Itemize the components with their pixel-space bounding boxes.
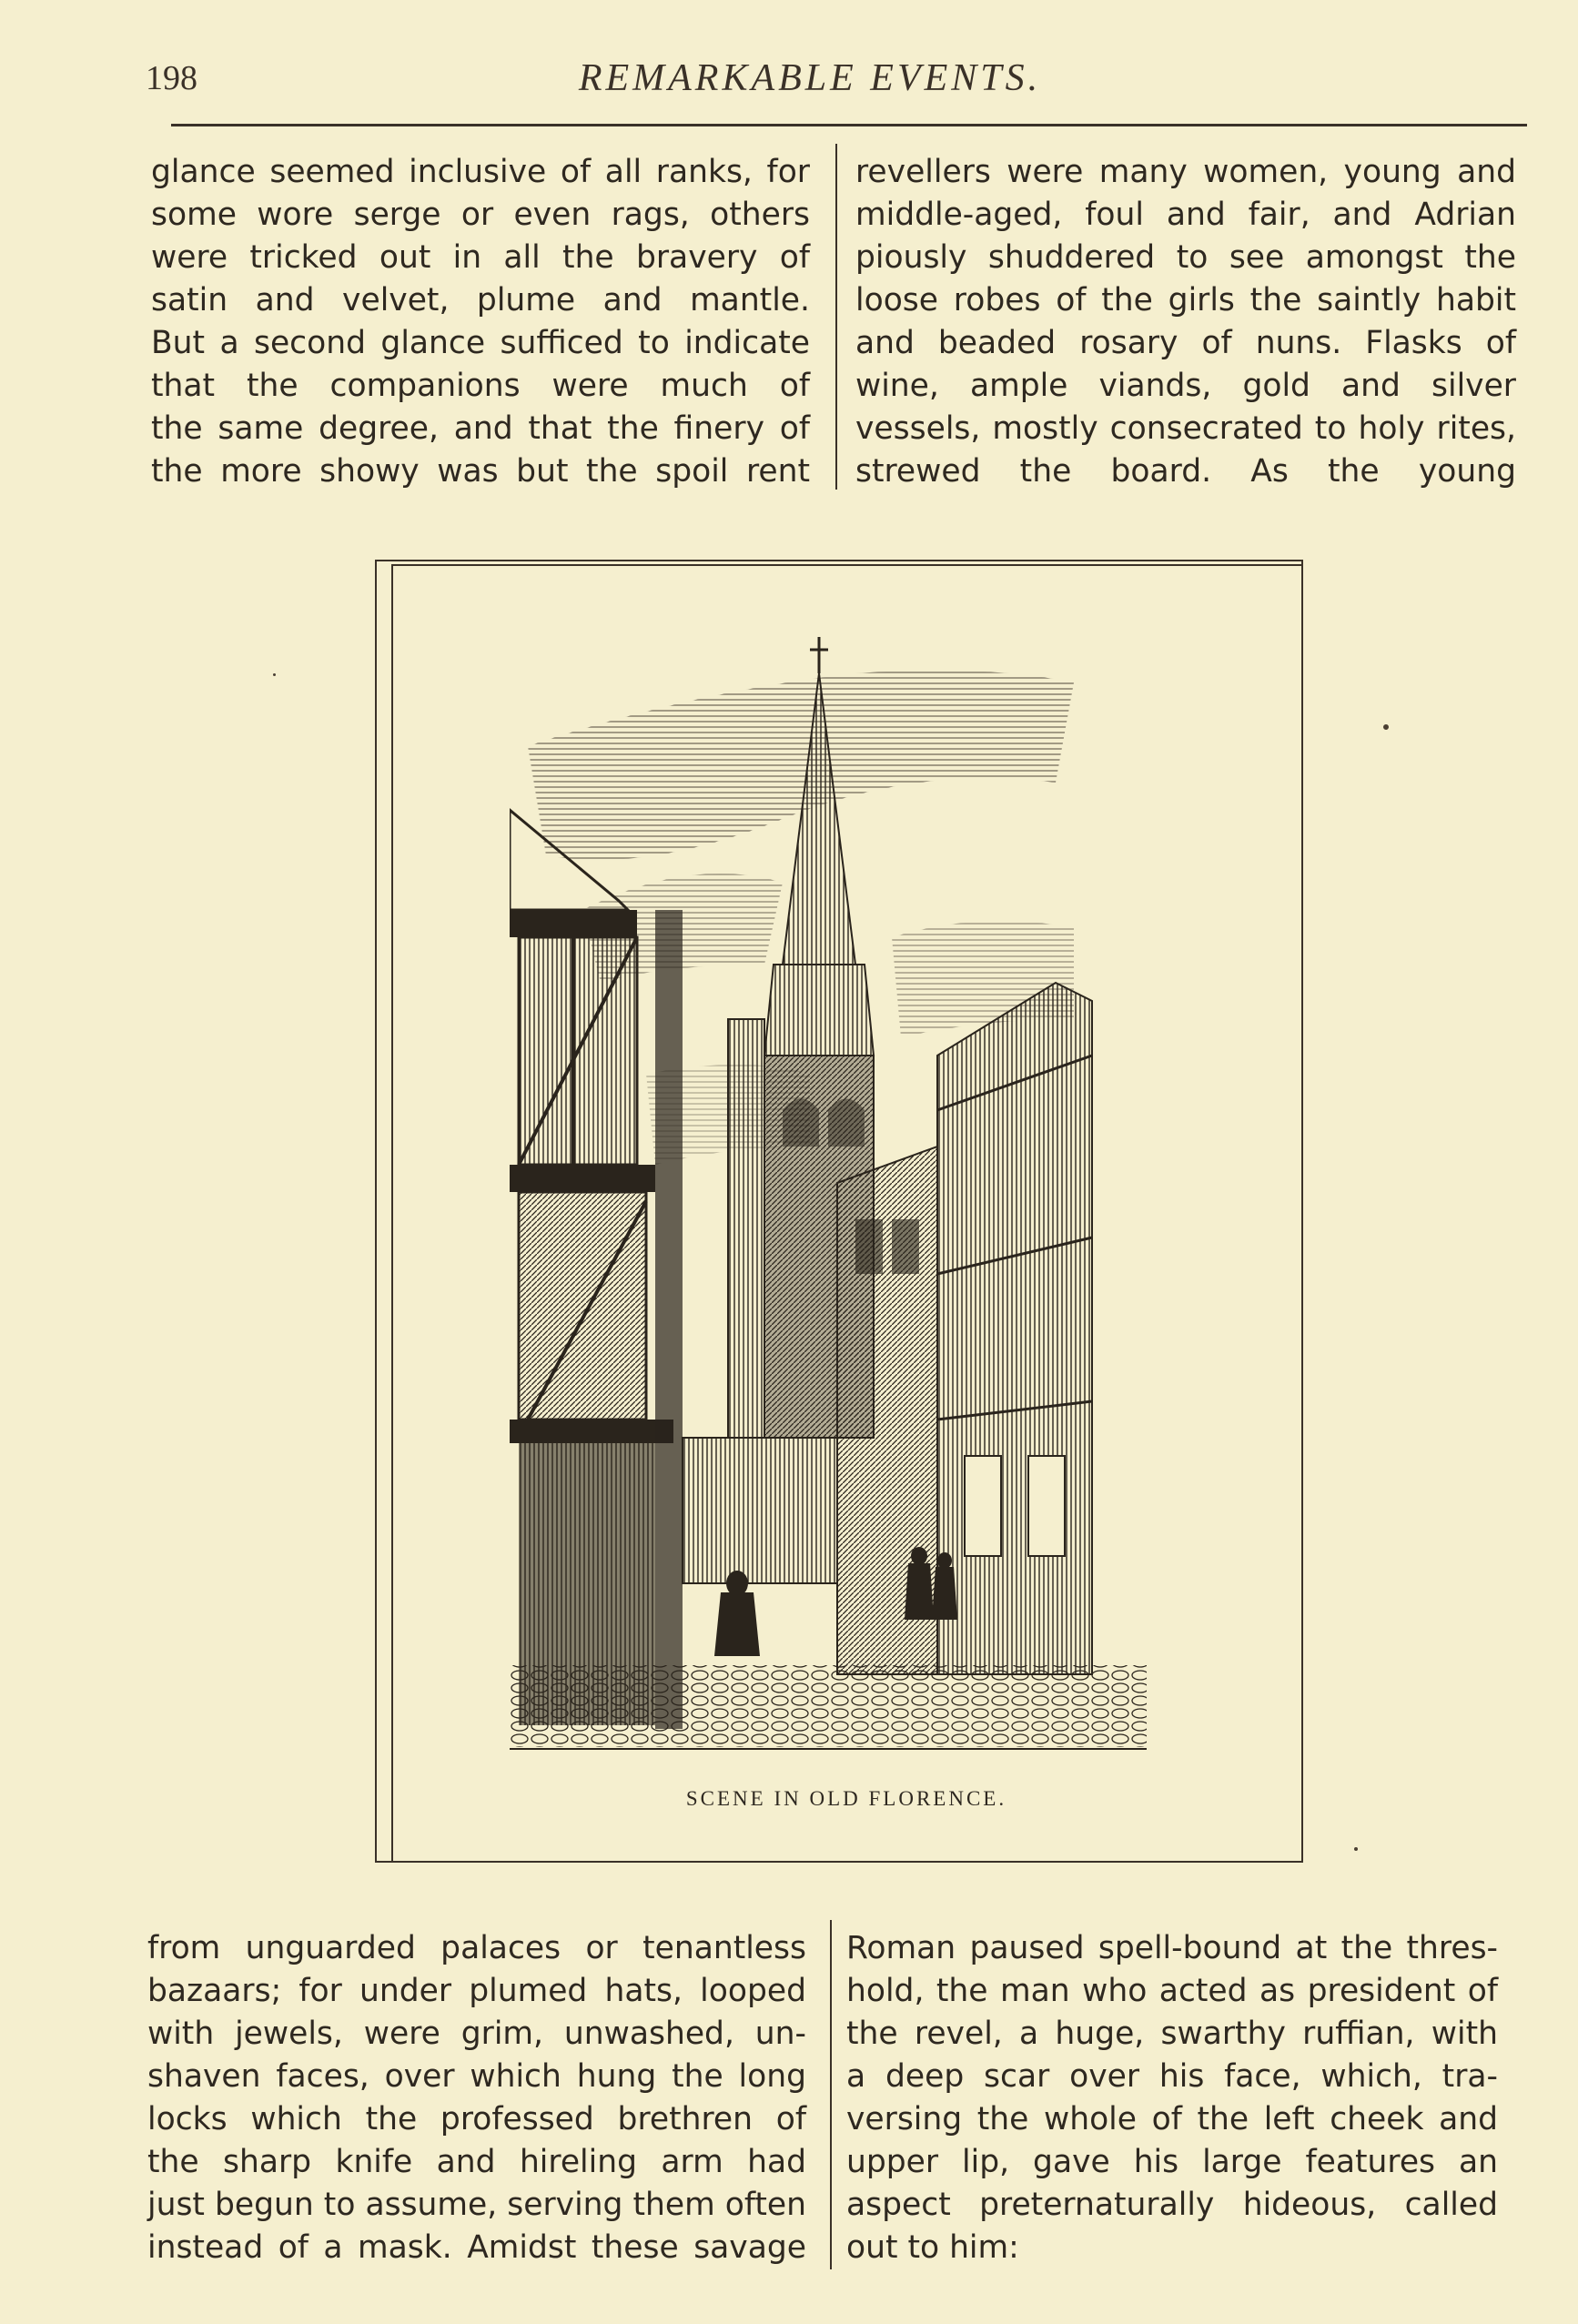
text-line: the revel, a huge, swarthy ruffian, with bbox=[846, 2016, 1498, 2052]
running-title: REMARKABLE EVENTS. bbox=[578, 57, 1042, 99]
text-line: loose robes of the girls the saintly habit bbox=[855, 282, 1516, 318]
paper-speck bbox=[1354, 1847, 1358, 1851]
text-line: instead of a mask. Amidst these savage bbox=[147, 2229, 806, 2266]
text-line: versing the whole of the left cheek and bbox=[846, 2101, 1498, 2137]
text-line: piously shuddered to see amongst the bbox=[855, 239, 1516, 276]
column-divider-top bbox=[835, 144, 837, 490]
text-line: revellers were many women, young and bbox=[855, 154, 1516, 190]
text-line: out to him: bbox=[846, 2229, 1019, 2266]
text-line: the more showy was but the spoil rent bbox=[151, 453, 810, 490]
page-number: 198 bbox=[146, 59, 197, 97]
paper-speck bbox=[273, 673, 276, 676]
column-divider-bottom bbox=[830, 1920, 832, 2269]
text-line: vessels, mostly consecrated to holy rites, bbox=[855, 410, 1516, 447]
distant-buildings bbox=[683, 1438, 837, 1583]
text-line: with jewels, were grim, unwashed, un- bbox=[147, 2016, 806, 2052]
text-line: locks which the professed brethren of bbox=[147, 2101, 806, 2137]
text-line: and beaded rosary of nuns. Flasks of bbox=[855, 325, 1516, 361]
top-right-column bbox=[855, 151, 1516, 493]
page-header bbox=[146, 53, 1529, 107]
text-line: wine, ample viands, gold and silver bbox=[855, 368, 1516, 404]
bottom-left-column bbox=[147, 1927, 806, 2269]
right-timber-houses bbox=[837, 983, 1092, 1674]
bottom-right-column bbox=[846, 1927, 1498, 2269]
text-line: middle-aged, foul and fair, and Adrian bbox=[855, 197, 1516, 233]
text-line: from unguarded palaces or tenantless bbox=[147, 1930, 806, 1966]
text-line: that the companions were much of bbox=[151, 368, 810, 404]
text-line: some wore serge or even rags, others bbox=[151, 197, 810, 233]
engraving-street-scene bbox=[510, 637, 1147, 1765]
cobbled-street bbox=[510, 1665, 1147, 1747]
text-line: hold, the man who acted as president of bbox=[846, 1973, 1498, 2009]
text-line: just begun to assume, serving them often bbox=[147, 2187, 806, 2223]
top-left-column bbox=[151, 151, 810, 493]
text-line: the sharp knife and hireling arm had bbox=[147, 2144, 806, 2180]
text-line: aspect preternaturally hideous, called bbox=[846, 2187, 1498, 2223]
illustration-caption: SCENE IN OLD FLORENCE. bbox=[685, 1787, 1007, 1810]
text-line: strewed the board. As the young bbox=[855, 453, 1516, 490]
text-line: satin and velvet, plume and mantle. bbox=[151, 282, 810, 318]
text-line: were tricked out in all the bravery of bbox=[151, 239, 810, 276]
text-line: bazaars; for under plumed hats, looped bbox=[147, 1973, 806, 2009]
header-rule bbox=[171, 124, 1527, 126]
paper-speck bbox=[1383, 724, 1389, 730]
text-line: glance seemed inclusive of all ranks, for bbox=[151, 154, 810, 190]
text-line: Roman paused spell-bound at the thres- bbox=[846, 1930, 1498, 1966]
text-line: But a second glance sufficed to indicate bbox=[151, 325, 810, 361]
text-line: shaven faces, over which hung the long bbox=[147, 2058, 806, 2095]
left-timber-house bbox=[510, 810, 683, 1729]
text-line: the same degree, and that the finery of bbox=[151, 410, 810, 447]
text-line: upper lip, gave his large features an bbox=[846, 2144, 1498, 2180]
text-line: a deep scar over his face, which, tra- bbox=[846, 2058, 1498, 2095]
